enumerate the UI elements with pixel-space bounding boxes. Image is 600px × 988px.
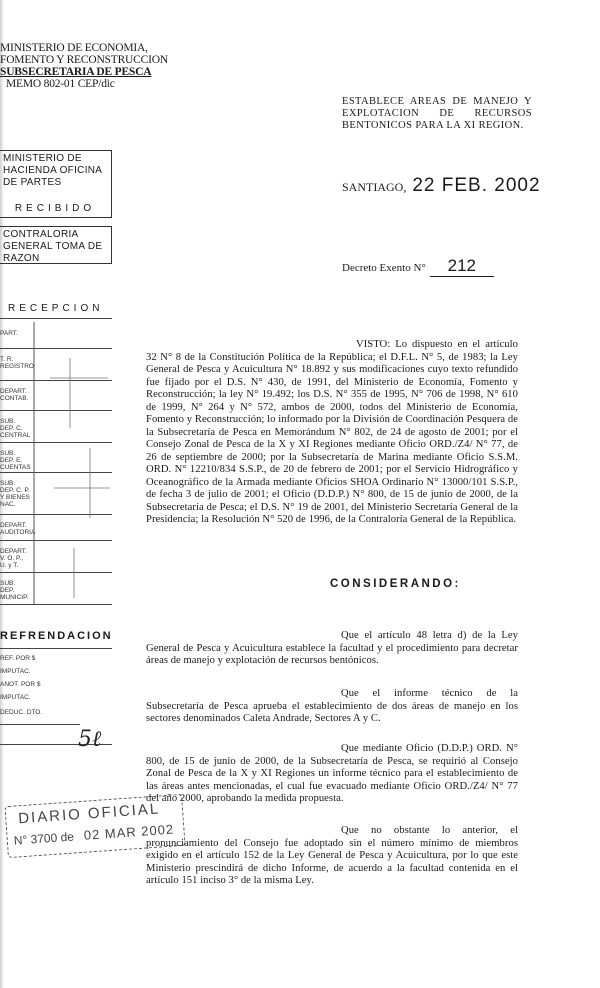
considerando-paragraph: Que el artículo 48 letra d) de la Ley General de Pesca y Acuicultura establece la facultad y el procedimiento para decretar áreas de manejo y explotación de recursos bentónicos. (146, 630, 518, 666)
date-place: SANTIAGO, (342, 180, 407, 194)
memo-line: MEMO 802-01 CEP/dic (6, 78, 115, 90)
recepcion-grid (30, 318, 114, 608)
considerando-heading: CONSIDERANDO: (330, 578, 461, 590)
divider (0, 724, 80, 725)
ministry-header (0, 42, 168, 90)
diario-date: 02 MAR 2002 (83, 821, 175, 843)
contraloria-stamp (0, 226, 112, 264)
refrendacion-row: REF. POR $ (0, 655, 36, 662)
subsecretaria-line: SUBSECRETARIA DE PESCA (0, 66, 152, 78)
divider (0, 648, 112, 649)
diario-number: N° 3700 de (13, 829, 75, 848)
contraloria-title: CONTRALORIA GENERAL TOMA DE RAZON (3, 229, 103, 264)
handwritten-signature: 5ℓ (78, 727, 102, 752)
refrendacion-row: ANOT. POR $ (0, 681, 41, 688)
decree-number-line (342, 256, 494, 277)
recepcion-row: T. R. REGISTRO (0, 356, 34, 370)
recepcion-row: SUB. DEP. C. CENTRAL (0, 418, 31, 439)
refrendacion-row: IMPUTAC. (0, 668, 31, 675)
considerando-paragraph: Que mediante Oficio (D.D.P.) ORD. N° 800, de 15 de junio de 2000, de la Subsecretaría de Pesca, se requirió al Consejo Zonal de Pesca de la X y XI Regiones un informe técnico para el establecimiento de las áreas antes mencionadas, el cual fue evacuado mediante Oficio ORD./Z4/ N° 77 del año 2000, aprobando la medida propuesta. (146, 743, 518, 804)
recepcion-row: SUB. DEP. C. P. Y BIENES NAC. (0, 480, 30, 508)
hacienda-title: MINISTERIO DE HACIENDA OFICINA DE PARTES (3, 153, 102, 188)
recepcion-row: DEPART. AUDITORIA (0, 522, 36, 536)
decree-number: 212 (430, 256, 494, 277)
recepcion-row: DEPART. CONTAB. (0, 388, 29, 402)
refrendacion-row: DEDUC. DTO. (0, 709, 43, 716)
recepcion-row: SUB. DEP. E. CUENTAS (0, 450, 31, 471)
visto-paragraph: VISTO: Lo dispuesto en el artículo 32 N° 8 de la Constitución Política de la República; el D.F.L. N° 5, de 1983; la Ley General de Pesca y Acuicultura N° 18.892 y sus modificaciones cuyo texto refundido fue fijado por el D.S. N° 430, de 1991, del Ministerio de Economía, Fomento y Reconstrucción; la ley N° 19.492; los D.S. N° 355 de 1995, N° 706 de 1998, N° 610 de 1999, N° 264 y N° 572, ambos de 2000, todos del Ministerio de Economía, Fomento y Reconstrucción; lo informado por la División de Coordinación Pesquera de la Subsecretaría de Pesca en Memorándum N° 802, de 24 de agosto de 2001; por el Consejo Zonal de Pesca de la X y XI Regiones mediante Oficio ORD./Z4/ N° 77, de 26 de septiembre de 2000; por la Subsecretaría de Marina mediante Oficio S.S.M. ORD. N° 12210/834 S.S.P., de 20 de febrero de 2001; por el Servicio Hidrográfico y Oceanográfico de la Armada mediante Oficios SHOA Ordinario N° 13000/101 S.S.P., de fecha 3 de julio de 2001; el Oficio (D.D.P.) N° 800, de 15 de junio de 2000, de la Subsecretaría de Pesca; el D.S. N° 19 de 2001, del Ministerio Secretaría General de la Presidencia; la Resolución N° 520 de 1996, de la Contraloría General de la República. (146, 339, 518, 525)
date-stamp: 22 FEB. 2002 (412, 175, 541, 196)
recepcion-row: SUB. DEP. MUNICIP. (0, 580, 29, 601)
date-line (342, 175, 541, 197)
recibido-label: RECIBIDO (14, 203, 96, 214)
decree-subject: ESTABLECE AREAS DE MANEJO Y EXPLOTACION DE RECURSOS BENTONICOS PARA LA XI REGION. (342, 96, 532, 131)
decree-label: Decreto Exento N° (342, 262, 426, 274)
recepcion-label: RECEPCION (8, 303, 104, 314)
considerando-paragraph: Que el informe técnico de la Subsecretaría de Pesca aprueba el establecimiento de dos áreas de manejo en los sectores denominados Caleta Andrade, Sectores A y C. (146, 688, 518, 724)
recepcion-row: PART. (0, 330, 18, 337)
ministry-line: MINISTERIO DE ECONOMIA, (0, 42, 148, 54)
considerando-paragraph: Que no obstante lo anterior, el pronunciamiento del Consejo fue adoptado sin el número mínimo de miembros exigido en el artículo 152 de la Ley General de Pesca y Acuicultura, por lo que este Ministerio prescindirá de dicho Informe, de acuerdo a la facultad contenida en el artículo 151 inciso 3° de la misma Ley. (146, 825, 518, 886)
refrendacion-row: IMPUTAC. (0, 694, 31, 701)
hacienda-stamp (0, 150, 112, 218)
diario-title: DIARIO OFICIAL (17, 800, 161, 828)
refrendacion-label: REFRENDACION (0, 630, 113, 642)
recepcion-row: DEPART. V. O. P., U. y T. (0, 548, 27, 569)
ministry-line: FOMENTO Y RECONSTRUCCION (0, 54, 168, 66)
